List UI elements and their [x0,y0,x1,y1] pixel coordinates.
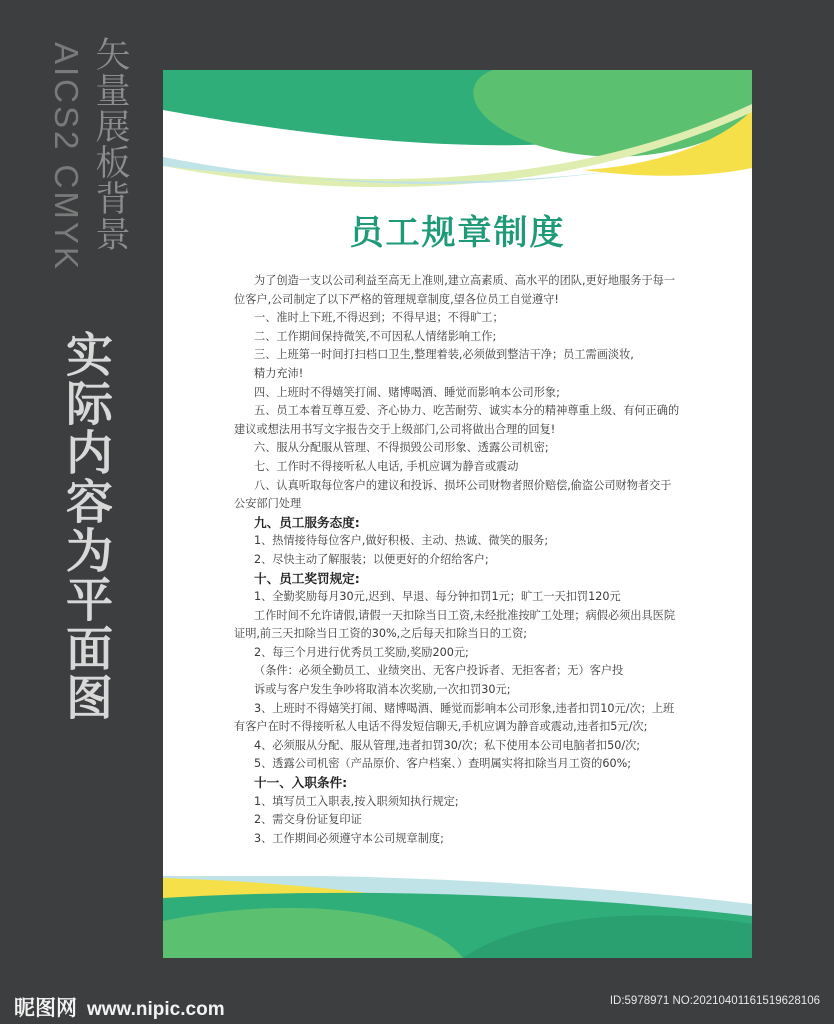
text-line: 四、上班时不得嬉笑打闹、赌博喝酒、睡觉而影响本公司形象; [254,385,560,399]
site-watermark [14,992,225,1022]
text-line: 二、工作期间保持微笑,不可因私人情绪影响工作; [254,329,497,343]
text-line: 八、认真听取每位客户的建议和投诉、损坏公司财物者照价赔偿,偷盗公司财物者交于 [254,478,672,492]
text-line: 1、热情接待每位客户,做好积极、主动、热诚、微笑的服务; [254,534,549,548]
page-title: 员工规章制度 [349,213,566,253]
bottom-wave-decoration [163,876,752,958]
display-board [163,70,752,958]
text-line: 一、准时上下班,不得迟到；不得早退；不得旷工； [254,311,504,325]
text-line: 工作时间不允许请假,请假一天扣除当日工资,未经批准按旷工处理；病假必须出具医院 [254,608,676,622]
section-heading: 十一、入职条件: [254,775,348,791]
text-line: 2、需交身份证复印证 [254,813,362,827]
top-wave-decoration [163,70,752,200]
text-line: 1、全勤奖励每月30元,迟到、早退、每分钟扣罚1元；旷工一天扣罚120元 [254,590,621,604]
regulation-text [234,272,704,848]
site-url: www.nipic.com [87,999,225,1020]
text-line: 证明,前三天扣除当日工资的30%,之后每天扣除当日的工资; [234,627,528,641]
text-line: 1、填写员工入职表,按入职须知执行规定; [254,794,459,808]
text-line: 三、上班第一时间打扫档口卫生,整理着装,必须做到整洁干净；员工需画淡妆, [254,348,634,362]
text-line: 有客户在时不得接听私人电话不得发短信聊天,手机应调为静音或震动,违者扣5元/次; [234,720,648,734]
text-line: 七、工作时不得接听私人电话, 手机应调为静音或震动 [254,459,519,473]
section-heading: 十、员工奖罚规定: [254,570,360,586]
text-line: 位客户,公司制定了以下严格的管理规章制度,望各位员工自觉遵守! [234,292,559,306]
text-line: 3、上班时不得嬉笑打闹、赌博喝酒、睡觉而影响本公司形象,违者扣罚10元/次；上班 [254,701,675,715]
side-subtitle: AICS2 CMYK [48,42,85,272]
text-line: 公安部门处理 [234,497,302,511]
section-heading: 九、员工服务态度: [254,514,360,530]
text-line: （条件：必须全勤员工、业绩突出、无客户投诉者、无拒客者；无）客户投 [254,664,624,678]
text-line: 2、尽快主动了解服装；以便更好的介绍给客户; [254,552,489,566]
text-line: 六、服从分配服从管理、不得损毁公司形象、透露公司机密; [254,441,549,455]
text-line: 诉或与客户发生争吵将取消本次奖励,一次扣罚30元; [254,683,511,697]
text-line: 为了创造一支以公司利益至高无上准则,建立高素质、高水平的团队,更好地服务于每一 [254,274,676,287]
side-note: 实际内容为平面图 [58,330,113,722]
text-line: 精力充沛! [254,366,304,380]
text-line: 5、透露公司机密（产品原价、客户档案、）查明属实将扣除当月工资的60%; [254,757,631,771]
text-line: 建议或想法用书写文字报告交于上级部门,公司将做出合理的回复! [234,422,556,436]
side-title: 矢量展板背景 [90,36,130,252]
text-line: 3、工作期间必须遵守本公司规章制度; [254,831,444,845]
text-line: 4、必须服从分配、服从管理,违者扣罚30/次；私下使用本公司电脑者扣50/次; [254,738,641,752]
nipic-logo: 昵图网 [14,997,77,1020]
text-line: 2、每三个月进行优秀员工奖励,奖励200元; [254,645,469,659]
text-line: 五、员工本着互尊互爱、齐心协力、吃苦耐劳、诚实本分的精神尊重上级、有何正确的 [254,404,680,418]
image-id-label: ID:5978971 NO:20210401161519628106 [609,995,820,1007]
